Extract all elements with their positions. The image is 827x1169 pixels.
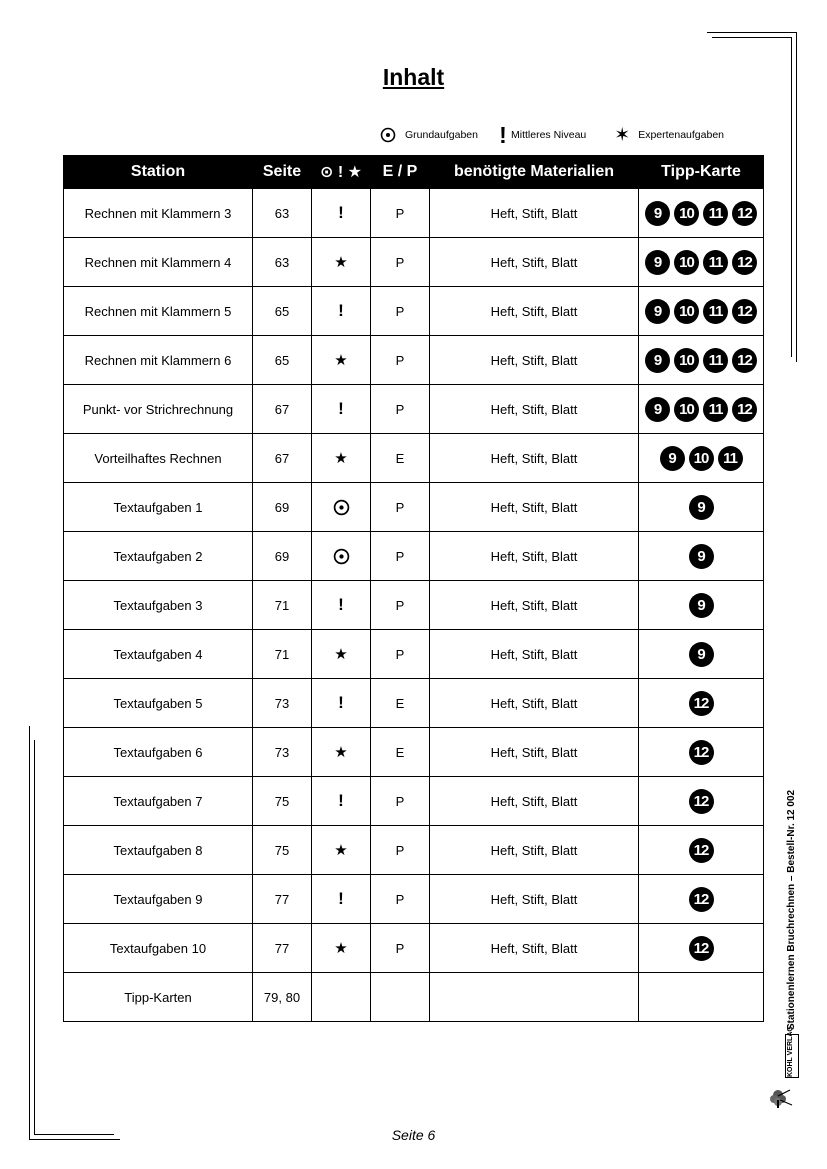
table-row (64, 287, 764, 336)
station-cell: Rechnen mit Klammern 3 (64, 189, 253, 238)
tipp-badge: 12 (732, 299, 757, 324)
frame-top-line-2 (712, 37, 792, 38)
ep-cell: E (371, 434, 430, 483)
tipp-badge: 11 (703, 397, 728, 422)
tipp-badges (639, 348, 763, 373)
page-footer: Seite 6 (391, 1127, 436, 1143)
circle-dot-icon (333, 548, 350, 565)
legend-item-expertenaufgaben (586, 126, 724, 145)
materialien-cell: Heft, Stift, Blatt (430, 826, 639, 875)
exclamation-icon: ! (338, 301, 344, 320)
tipp-badge: 10 (674, 201, 699, 226)
station-cell: Textaufgaben 4 (64, 630, 253, 679)
exclamation-icon: ! (338, 889, 344, 908)
table-row (64, 728, 764, 777)
tipp-badges (639, 642, 763, 667)
table-row (64, 679, 764, 728)
star-icon: ★ (334, 842, 348, 859)
star-icon: ★ (334, 254, 348, 271)
seite-cell: 71 (253, 630, 312, 679)
tipp-karte-cell (639, 924, 764, 973)
tipp-badge: 11 (703, 201, 728, 226)
level-cell (312, 434, 371, 483)
station-cell: Vorteilhaftes Rechnen (64, 434, 253, 483)
tipp-badge: 9 (660, 446, 685, 471)
tipp-badge: 11 (718, 446, 743, 471)
seite-cell: 69 (253, 483, 312, 532)
station-cell: Textaufgaben 10 (64, 924, 253, 973)
seite-cell: 79, 80 (253, 973, 312, 1022)
tipp-badge: 12 (689, 740, 714, 765)
circle-dot-icon (380, 127, 396, 143)
tipp-badges (639, 544, 763, 569)
tipp-badge: 12 (732, 201, 757, 226)
star-icon: ★ (334, 940, 348, 957)
tipp-badge: 9 (645, 397, 670, 422)
materialien-cell: Heft, Stift, Blatt (430, 581, 639, 630)
seite-cell: 73 (253, 679, 312, 728)
station-cell: Textaufgaben 5 (64, 679, 253, 728)
level-cell (312, 826, 371, 875)
level-cell (312, 679, 371, 728)
ep-cell: P (371, 532, 430, 581)
tipp-badge: 9 (645, 348, 670, 373)
station-cell: Textaufgaben 6 (64, 728, 253, 777)
tipp-karte-cell (639, 826, 764, 875)
tipp-karte-cell (639, 238, 764, 287)
ep-cell: P (371, 238, 430, 287)
tipp-badge: 9 (645, 250, 670, 275)
ep-cell: P (371, 924, 430, 973)
table-row (64, 973, 764, 1022)
seite-cell: 75 (253, 777, 312, 826)
tipp-badges (639, 593, 763, 618)
legend-label-expertenaufgaben: Expertenaufgaben (638, 129, 725, 141)
tipp-karte-cell (639, 434, 764, 483)
tipp-badges (639, 887, 763, 912)
seite-cell: 69 (253, 532, 312, 581)
tipp-badge: 9 (689, 593, 714, 618)
tipp-karte-cell (639, 483, 764, 532)
legend-label-grundaufgaben: Grundaufgaben (405, 129, 478, 141)
station-cell: Textaufgaben 1 (64, 483, 253, 532)
materialien-cell: Heft, Stift, Blatt (430, 875, 639, 924)
tipp-badge: 10 (674, 250, 699, 275)
level-cell (312, 875, 371, 924)
tipp-badge: 10 (674, 397, 699, 422)
table-row (64, 483, 764, 532)
tipp-badges (639, 838, 763, 863)
tipp-badge: 12 (732, 397, 757, 422)
star-icon: ★ (334, 744, 348, 761)
table-row (64, 189, 764, 238)
page-title: Inhalt (382, 64, 445, 90)
table-row (64, 777, 764, 826)
tipp-karte-cell (639, 581, 764, 630)
table-row (64, 875, 764, 924)
exclamation-icon: ! (338, 203, 344, 222)
level-cell (312, 924, 371, 973)
tipp-badges (639, 397, 763, 422)
level-cell (312, 385, 371, 434)
tipp-karte-cell (639, 728, 764, 777)
ep-cell: P (371, 336, 430, 385)
table-row (64, 238, 764, 287)
tipp-badges (639, 495, 763, 520)
materialien-cell: Heft, Stift, Blatt (430, 777, 639, 826)
tipp-badge: 10 (674, 299, 699, 324)
materialien-cell: Heft, Stift, Blatt (430, 728, 639, 777)
ep-cell: P (371, 630, 430, 679)
tipp-badge: 12 (689, 936, 714, 961)
table-row (64, 385, 764, 434)
ep-cell: P (371, 287, 430, 336)
level-cell (312, 728, 371, 777)
seite-cell: 67 (253, 434, 312, 483)
ep-cell: P (371, 826, 430, 875)
tipp-badge: 12 (689, 838, 714, 863)
station-cell: Textaufgaben 7 (64, 777, 253, 826)
seite-cell: 63 (253, 238, 312, 287)
table-row (64, 532, 764, 581)
tipp-badges (639, 446, 763, 471)
header-seite: Seite (253, 155, 312, 189)
tipp-badge: 12 (689, 691, 714, 716)
tipp-badge: 11 (703, 348, 728, 373)
exclamation-icon: ! (338, 399, 344, 418)
tipp-badge: 11 (703, 299, 728, 324)
exclamation-icon: ! (338, 791, 344, 810)
tipp-karte-cell (639, 630, 764, 679)
materialien-cell (430, 973, 639, 1022)
seite-cell: 65 (253, 287, 312, 336)
frame-left-line-1 (29, 726, 30, 1140)
level-cell (312, 483, 371, 532)
seite-cell: 75 (253, 826, 312, 875)
tipp-badge: 9 (645, 299, 670, 324)
legend-item-mittleres-niveau (478, 122, 586, 149)
station-cell: Tipp-Karten (64, 973, 253, 1022)
tipp-badge: 9 (689, 642, 714, 667)
table-row (64, 630, 764, 679)
materialien-cell: Heft, Stift, Blatt (430, 679, 639, 728)
frame-left-line-2 (34, 740, 35, 1135)
level-cell (312, 287, 371, 336)
tipp-karte-cell (639, 385, 764, 434)
tipp-badges (639, 740, 763, 765)
star-icon: ★ (334, 352, 348, 369)
table-row (64, 924, 764, 973)
materialien-cell: Heft, Stift, Blatt (430, 385, 639, 434)
ep-cell: P (371, 777, 430, 826)
table-row (64, 581, 764, 630)
seite-cell: 77 (253, 924, 312, 973)
tipp-badges (639, 936, 763, 961)
tipp-karte-cell (639, 287, 764, 336)
tipp-karte-cell (639, 875, 764, 924)
frame-top-line-1 (707, 32, 797, 33)
tipp-badges (639, 691, 763, 716)
level-cell (312, 532, 371, 581)
star-icon: ★ (334, 450, 348, 467)
table-row (64, 336, 764, 385)
station-cell: Textaufgaben 3 (64, 581, 253, 630)
materialien-cell: Heft, Stift, Blatt (430, 287, 639, 336)
tipp-badge: 12 (732, 250, 757, 275)
seite-cell: 73 (253, 728, 312, 777)
tipp-karte-cell (639, 336, 764, 385)
tipp-badge: 10 (689, 446, 714, 471)
materialien-cell: Heft, Stift, Blatt (430, 238, 639, 287)
star-icon: ★ (334, 646, 348, 663)
materialien-cell: Heft, Stift, Blatt (430, 434, 639, 483)
tipp-badge: 10 (674, 348, 699, 373)
materialien-cell: Heft, Stift, Blatt (430, 189, 639, 238)
station-cell: Rechnen mit Klammern 4 (64, 238, 253, 287)
ep-cell: E (371, 679, 430, 728)
seite-cell: 65 (253, 336, 312, 385)
materialien-cell: Heft, Stift, Blatt (430, 336, 639, 385)
level-cell (312, 581, 371, 630)
ep-cell: P (371, 189, 430, 238)
ep-cell: P (371, 581, 430, 630)
circle-dot-icon (333, 499, 350, 516)
tipp-badge: 9 (645, 201, 670, 226)
tipp-badge: 9 (689, 495, 714, 520)
tipp-badge: 12 (732, 348, 757, 373)
tipp-karte-cell (639, 679, 764, 728)
header-ep: E / P (371, 155, 430, 189)
tipp-karte-cell (639, 973, 764, 1022)
tipp-badge: 11 (703, 250, 728, 275)
exclamation-icon: ! (338, 595, 344, 614)
header-station: Station (64, 155, 253, 189)
legend-label-mittleres-niveau: Mittleres Niveau (510, 129, 587, 141)
tipp-badge: 12 (689, 887, 714, 912)
ep-cell (371, 973, 430, 1022)
table-row (64, 826, 764, 875)
station-cell: Textaufgaben 2 (64, 532, 253, 581)
level-cell (312, 336, 371, 385)
level-cell (312, 777, 371, 826)
seite-cell: 71 (253, 581, 312, 630)
side-order-text: Stationenlernen Bruchrechnen – Bestell-Nr. 12 002 (786, 789, 797, 1030)
ep-cell: P (371, 483, 430, 532)
seite-cell: 77 (253, 875, 312, 924)
exclamation-icon: ! (338, 693, 344, 712)
ep-cell: P (371, 875, 430, 924)
tipp-badges (639, 201, 763, 226)
station-cell: Textaufgaben 9 (64, 875, 253, 924)
table-body (64, 189, 764, 1022)
materialien-cell: Heft, Stift, Blatt (430, 924, 639, 973)
star-icon: ✶ (614, 124, 631, 146)
tipp-badge: 9 (689, 544, 714, 569)
level-cell (312, 189, 371, 238)
tipp-karte-cell (639, 777, 764, 826)
table-row (64, 434, 764, 483)
contents-table (63, 155, 764, 1022)
tipp-badges (639, 250, 763, 275)
tipp-karte-cell (639, 189, 764, 238)
station-cell: Rechnen mit Klammern 5 (64, 287, 253, 336)
seite-cell: 67 (253, 385, 312, 434)
tipp-karte-cell (639, 532, 764, 581)
station-cell: Rechnen mit Klammern 6 (64, 336, 253, 385)
exclamation-icon: ! (499, 121, 507, 148)
publisher-label: KOHL VERLAG (785, 1034, 799, 1078)
header-materialien: benötigte Materialien (430, 155, 639, 189)
table-header-row (64, 155, 764, 189)
station-cell: Punkt- vor Strichrechnung (64, 385, 253, 434)
tipp-badges (639, 789, 763, 814)
materialien-cell: Heft, Stift, Blatt (430, 483, 639, 532)
station-cell: Textaufgaben 8 (64, 826, 253, 875)
tree-icon (770, 1090, 792, 1108)
tipp-badge: 12 (689, 789, 714, 814)
level-cell (312, 238, 371, 287)
legend (380, 121, 724, 149)
header-level: ⊙ ! ★ (312, 155, 371, 189)
seite-cell: 63 (253, 189, 312, 238)
level-cell (312, 630, 371, 679)
tipp-badges (639, 299, 763, 324)
legend-item-grundaufgaben (380, 127, 478, 143)
header-tipp-karte: Tipp-Karte (639, 155, 764, 189)
ep-cell: E (371, 728, 430, 777)
ep-cell: P (371, 385, 430, 434)
materialien-cell: Heft, Stift, Blatt (430, 630, 639, 679)
materialien-cell: Heft, Stift, Blatt (430, 532, 639, 581)
level-cell (312, 973, 371, 1022)
